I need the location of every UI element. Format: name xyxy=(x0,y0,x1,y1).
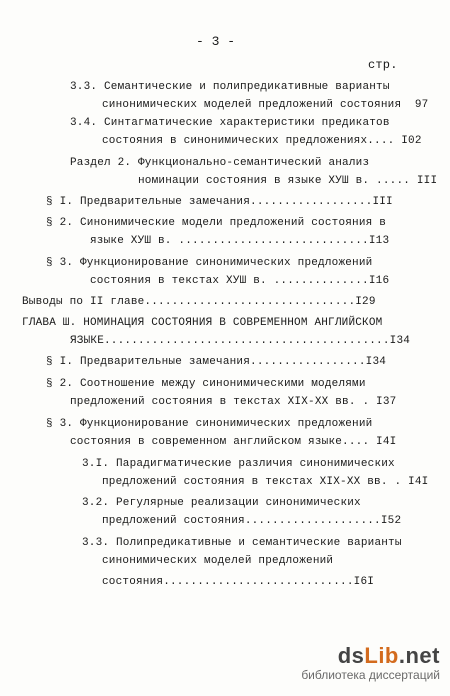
toc-line: 3.3. Полипредикативные и семантические варианты xyxy=(82,537,402,549)
toc-line: 3.4. Синтагматические характеристики предикатов xyxy=(70,117,390,129)
toc-line: предложений состояния....................I52 xyxy=(102,515,402,527)
toc-line: номинации состояния в языке ХУШ в. ..... III xyxy=(138,175,438,187)
toc-line: 3.2. Регулярные реализации синонимических xyxy=(82,497,361,509)
watermark-subtitle: библиотека диссертаций xyxy=(301,668,440,682)
toc-line: § 3. Функционирование синонимических предложений xyxy=(46,257,373,269)
toc-line: состояния в синонимических предложениях.... I02 xyxy=(102,135,422,147)
toc-line: состояния............................I6I xyxy=(102,576,375,588)
toc-line: 3.3. Семантические и полипредикативные варианты xyxy=(70,81,390,93)
toc-line: § I. Предварительные замечания.................I34 xyxy=(46,356,387,368)
logo-part: .net xyxy=(398,643,440,668)
logo-part: ds xyxy=(337,643,365,668)
toc-line: состояния в текстах ХУШ в. ..............I16 xyxy=(90,275,390,287)
chapter-heading: ЯЗЫКЕ..........................................I34 xyxy=(70,335,411,347)
toc-line: § 3. Функционирование синонимических предложений xyxy=(46,418,373,430)
toc-line: предложений состояния в текстах XIX-XX вв. . I4I xyxy=(102,476,429,488)
toc-line: § 2. Синонимические модели предложений состояния в xyxy=(46,217,387,229)
toc-line: синонимических моделей предложений состояния 97 xyxy=(102,99,429,111)
toc-line: 3.I. Парадигматические различия синонимических xyxy=(82,458,395,470)
toc-line: Раздел 2. Функционально-семантический анализ xyxy=(70,157,370,169)
page-number: - 3 - xyxy=(196,34,236,49)
watermark-logo xyxy=(301,644,440,668)
toc-line: предложений состояния в текстах XIX-XX вв. . I37 xyxy=(70,396,397,408)
page-column-label: стр. xyxy=(368,58,398,72)
chapter-heading: ГЛАВА Ш. НОМИНАЦИЯ СОСТОЯНИЯ В СОВРЕМЕННОМ АНГЛИЙСКОМ xyxy=(22,317,383,329)
watermark xyxy=(301,644,440,682)
toc-line: состояния в современном английском языке.... I4I xyxy=(70,436,397,448)
toc-line: синонимических моделей предложений xyxy=(102,555,334,567)
toc-line: § 2. Соотношение между синонимическими моделями xyxy=(46,378,366,390)
toc-line: языке ХУШ в. ............................I13 xyxy=(90,235,390,247)
toc-line: Выводы по II главе...............................I29 xyxy=(22,296,376,308)
toc-line: § I. Предварительные замечания..................III xyxy=(46,196,393,208)
logo-part: Lib xyxy=(364,643,399,668)
